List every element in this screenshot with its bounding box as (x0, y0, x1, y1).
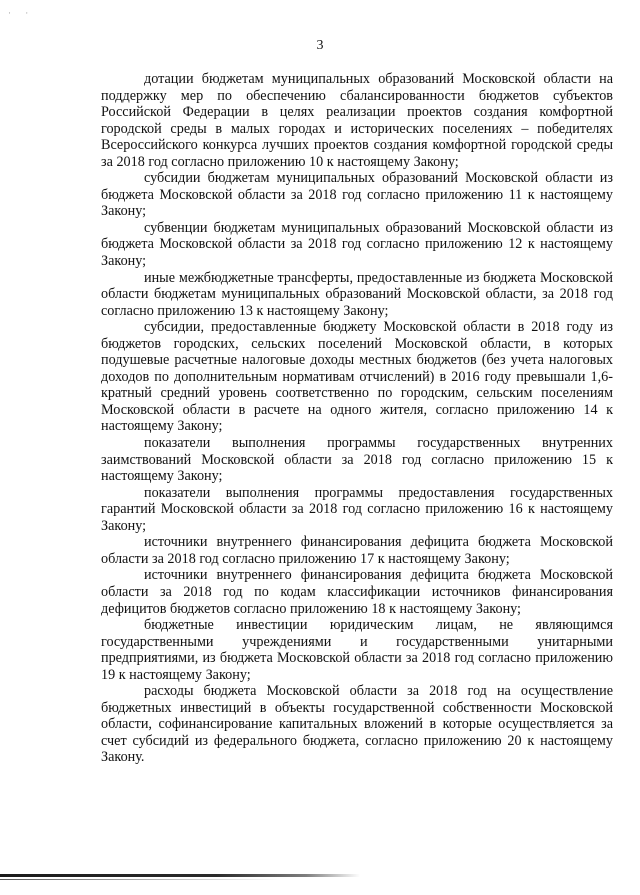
paragraph-legal-entity-investments: бюджетные инвестиции юридическим лицам, не являющимся государственными учреждениями и государственными унитарными предприятиями, из бюджета Московской области за 2018 год согласно приложению 19 к настоящему Закону; (101, 617, 613, 683)
scan-artifact: · · (8, 8, 35, 18)
paragraph-dotations: дотации бюджетам муниципальных образований Московской области на поддержку мер по обеспечению сбалансированности бюджетов субъектов Российской Федерации в целях реализации проектов создания комфортной городской среды в малых городах и исторических поселениях – победителях Всероссийского конкурса лучших проектов создания комфортной городской среды за 2018 год согласно приложению 10 к настоящему Закону; (101, 71, 613, 170)
paragraph-deficit-sources: источники внутреннего финансирования дефицита бюджета Московской области за 2018 год согласно приложению 17 к настоящему Закону; (101, 534, 613, 567)
paragraph-borrowing-program: показатели выполнения программы государственных внутренних заимствований Московской области за 2018 год согласно приложению 15 к настоящему Закону; (101, 435, 613, 485)
paragraph-subventions: субвенции бюджетам муниципальных образований Московской области из бюджета Московской области за 2018 год согласно приложению 12 к настоящему Закону; (101, 219, 613, 270)
paragraph-guarantees-program: показатели выполнения программы предоставления государственных гарантий Московской области за 2018 год согласно приложению 16 к настоящему Закону; (101, 484, 613, 534)
paragraph-deficit-sources-by-codes: источники внутреннего финансирования дефицита бюджета Московской области за 2018 год по кодам классификации источников финансирования дефицитов бюджетов согласно приложению 18 к настоящему Закону; (101, 567, 613, 617)
paragraph-other-transfers: иные межбюджетные трансферты, предоставленные из бюджета Московской области бюджетам муниципальных образований Московской области, за 2018 год согласно приложению 13 к настоящему Закону; (101, 269, 613, 319)
paragraph-settlement-subsidies: субсидии, предоставленные бюджету Московской области в 2018 году из бюджетов городских, сельских поселений Московской области, в которых подушевые расчетные налоговые доходы местных бюджетов (без учета налоговых доходов по дополнительным нормативам отчислений) в 2016 году превышали 1,6-кратный средний уровень соответственно по городским, сельским поселениям Московской области в расчете на одного жителя, согласно приложению 14 к настоящему Закону; (101, 319, 613, 435)
paragraph-subsidies: субсидии бюджетам муниципальных образований Московской области из бюджета Московской области за 2018 год согласно приложению 11 к настоящему Закону; (101, 170, 613, 220)
page-number: 3 (316, 38, 324, 53)
scan-edge-shadow-secondary (0, 879, 280, 880)
document-body (101, 71, 613, 766)
paragraph-capital-investments: расходы бюджета Московской области за 2018 год на осуществление бюджетных инвестиций в объекты государственной собственности Московской области, софинансирование капитальных вложений в которые осуществляется за счет субсидий из федерального бюджета, согласно приложению 20 к настоящему Закону. (101, 683, 613, 766)
scan-edge-shadow (0, 874, 360, 877)
